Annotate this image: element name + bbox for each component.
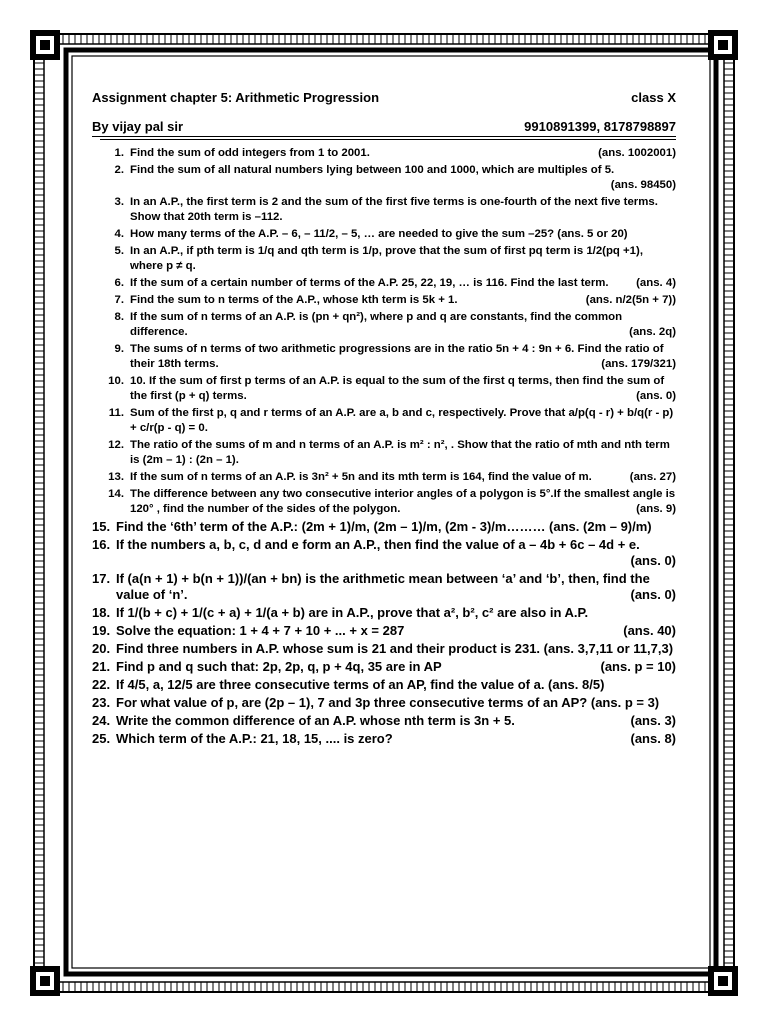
answer: (ans. 4)	[636, 277, 676, 289]
question-item: 19. Solve the equation: 1 + 4 + 7 + 10 + ... + x = 287 (ans. 40)	[92, 623, 676, 638]
question-text: The sums of n terms of two arithmetic progressions are in the ratio 5n + 4 : 9n + 6. Find the ratio of their 18th terms.	[130, 343, 664, 370]
question-text: Find the sum of odd integers from 1 to 2001.	[130, 147, 370, 159]
question-text: The difference between any two consecutive interior angles of a polygon is 5°.If the smallest angle is 120° , find the number of the sides of the polygon.	[130, 488, 676, 515]
question-item: 3. In an A.P., the first term is 2 and the sum of the first five terms is one-fourth of the next five terms. Show that 20th term is –112.	[114, 196, 658, 223]
question-item: 24. Write the common difference of an A.P. whose nth term is 3n + 5. (ans. 3)	[92, 713, 676, 728]
question-item: 21. Find p and q such that: 2p, 2p, q, p + 4q, 35 are in AP (ans. p = 10)	[92, 659, 676, 674]
corner-ornament-tl	[30, 30, 60, 60]
answer: (ans. 40)	[623, 623, 676, 638]
answer: (ans. 0)	[636, 390, 676, 402]
question-item: 8. If the sum of n terms of an A.P. is (pn + qn²), where p and q are constants, find the common difference. (ans. 2q)	[114, 311, 676, 338]
question-text: Find the ‘6th’ term of the A.P.: (2m + 1)/m, (2m – 1)/m, (2m - 3)/m……… (ans. (2m – 9)/m)	[116, 519, 652, 534]
question-item: 25. Which term of the A.P.: 21, 18, 15, .... is zero? (ans. 8)	[92, 731, 676, 746]
question-item: 22. If 4/5, a, 12/5 are three consecutive terms of an AP, find the value of a. (ans. 8/5)	[92, 677, 605, 692]
author-name: By vijay pal sir	[92, 119, 184, 134]
title-row	[92, 90, 676, 105]
question-text: If the sum of n terms of an A.P. is 3n² + 5n and its mth term is 164, find the value of m.	[130, 471, 592, 483]
question-item: 23. For what value of p, are (2p – 1), 7 and 3p three consecutive terms of an AP? (ans. p = 3)	[92, 695, 660, 710]
question-text: Find p and q such that: 2p, 2p, q, p + 4q, 35 are in AP	[116, 659, 442, 674]
answer: (ans. 0)	[630, 553, 676, 568]
corner-ornament-tr	[708, 30, 738, 60]
assignment-title: Assignment chapter 5: Arithmetic Progression	[92, 90, 380, 105]
question-item: 2. Find the sum of all natural numbers lying between 100 and 1000, which are multiples of 5. (ans. 98450)	[114, 164, 676, 191]
corner-ornament-bl	[30, 966, 60, 996]
question-item: 13. If the sum of n terms of an A.P. is 3n² + 5n and its mth term is 164, find the value of m. (ans. 27)	[108, 471, 676, 483]
question-item: 4. How many terms of the A.P. – 6, – 11/2, – 5, … are needed to give the sum –25? (ans. 5 or 20)	[114, 228, 628, 240]
answer: (ans. p = 10)	[600, 659, 676, 674]
corner-ornament-br	[708, 966, 738, 996]
question-text: Write the common difference of an A.P. whose nth term is 3n + 5.	[116, 713, 515, 728]
question-text: If the sum of a certain number of terms of the A.P. 25, 22, 19, … is 116. Find the last term.	[130, 277, 609, 289]
answer: (ans. n/2(5n + 7))	[585, 294, 676, 306]
question-item: 10. 10. If the sum of first p terms of an A.P. is equal to the sum of the first q terms, then find the sum of the first (p + q) terms. (ans. 0)	[108, 375, 676, 402]
question-text: If the numbers a, b, c, d and e form an A.P., then find the value of a – 4b + 6c – 4d + e.	[116, 537, 640, 552]
answer: (ans. 98450)	[610, 179, 676, 191]
question-text: The ratio of the sums of m and n terms of an A.P. is m² : n², . Show that the ratio of mth and nth term is (2m – 1) : (2n – 1).	[130, 439, 670, 466]
question-text: Solve the equation: 1 + 4 + 7 + 10 + ... + x = 287	[116, 623, 405, 638]
question-item: 11. Sum of the first p, q and r terms of an A.P. are a, b and c, respectively. Prove that a/p(q - r) + b/q(r - p) + c/r(p - q) = 0.	[108, 407, 674, 434]
answer: (ans. 8)	[630, 731, 676, 746]
answer: (ans. 27)	[629, 471, 676, 483]
question-text: In an A.P., if pth term is 1/q and qth term is 1/p, prove that the sum of first pq term is 1/2(pq +1), where p ≠ q.	[130, 245, 643, 272]
answer: (ans. 179/321)	[601, 358, 676, 370]
question-item: 6. If the sum of a certain number of terms of the A.P. 25, 22, 19, … is 116. Find the last term. (ans. 4)	[114, 277, 676, 289]
question-text: 10. If the sum of first p terms of an A.P. is equal to the sum of the first q terms, then find the sum of the first (p + q) terms.	[130, 375, 665, 402]
author-row	[92, 119, 676, 137]
assignment-content	[92, 90, 676, 749]
question-text: Find the sum of all natural numbers lying between 100 and 1000, which are multiples of 5.	[130, 164, 615, 176]
answer: (ans. 0)	[630, 587, 676, 602]
question-item: 15. Find the ‘6th’ term of the A.P.: (2m + 1)/m, (2m – 1)/m, (2m - 3)/m……… (ans. (2m – 9)/m)	[92, 519, 652, 534]
question-item: 12. The ratio of the sums of m and n terms of an A.P. is m² : n², . Show that the ratio of mth and nth term is (2m – 1) : (2n – 1).	[108, 439, 670, 466]
class-label: class X	[631, 90, 676, 105]
answer: (ans. 2q)	[629, 326, 676, 338]
question-item: 14. The difference between any two consecutive interior angles of a polygon is 5°.If the smallest angle is 120° , find the number of the sides of the polygon. (ans. 9)	[108, 488, 676, 515]
question-item: 7. Find the sum to n terms of the A.P., whose kth term is 5k + 1. (ans. n/2(5n + 7))	[114, 294, 676, 306]
question-text: In an A.P., the first term is 2 and the sum of the first five terms is one-fourth of the next five terms. Show that 20th term is –112.	[130, 196, 658, 223]
question-item: 20. Find three numbers in A.P. whose sum is 21 and their product is 231. (ans. 3,7,11 or 11,7,3)	[92, 641, 674, 656]
question-text: If the sum of n terms of an A.P. is (pn + qn²), where p and q are constants, find the common difference.	[130, 311, 623, 338]
question-text: Sum of the first p, q and r terms of an A.P. are a, b and c, respectively. Prove that a/p(q - r) + b/q(r - p) + c/r(p - q) = 0.	[130, 407, 674, 434]
answer: (ans. 3)	[630, 713, 676, 728]
question-item: 17. If (a(n + 1) + b(n + 1))/(an + bn) is the arithmetic mean between ‘a’ and ‘b’, then, find the value of ‘n’. (ans. 0)	[92, 571, 676, 602]
header-divider	[100, 139, 676, 140]
question-text: Which term of the A.P.: 21, 18, 15, .... is zero?	[116, 731, 393, 746]
question-item: 9. The sums of n terms of two arithmetic progressions are in the ratio 5n + 4 : 9n + 6. Find the ratio of their 18th terms. (ans. 179/321)	[114, 343, 676, 370]
question-text: For what value of p, are (2p – 1), 7 and 3p three consecutive terms of an AP? (ans. p = 3)	[116, 695, 660, 710]
question-item: 5. In an A.P., if pth term is 1/q and qth term is 1/p, prove that the sum of first pq term is 1/2(pq +1), where p ≠ q.	[114, 245, 643, 272]
question-item: 18. If 1/(b + c) + 1/(c + a) + 1/(a + b) are in A.P., prove that a², b², c² are also in A.P.	[92, 605, 589, 620]
answer: (ans. 9)	[636, 503, 676, 515]
question-text: If (a(n + 1) + b(n + 1))/(an + bn) is the arithmetic mean between ‘a’ and ‘b’, then, find the value of ‘n’.	[116, 571, 650, 602]
question-text: How many terms of the A.P. – 6, – 11/2, – 5, … are needed to give the sum –25? (ans. 5 or 20)	[130, 228, 628, 240]
question-item: 16. If the numbers a, b, c, d and e form an A.P., then find the value of a – 4b + 6c – 4d + e. (ans. 0)	[92, 537, 676, 568]
question-text: Find three numbers in A.P. whose sum is 21 and their product is 231. (ans. 3,7,11 or 11,7,3)	[116, 641, 674, 656]
question-list	[92, 146, 676, 747]
question-text: Find the sum to n terms of the A.P., whose kth term is 5k + 1.	[130, 294, 458, 306]
question-item: 1. Find the sum of odd integers from 1 to 2001. (ans. 1002001)	[114, 147, 676, 159]
answer: (ans. 1002001)	[598, 147, 676, 159]
question-text: If 1/(b + c) + 1/(c + a) + 1/(a + b) are in A.P., prove that a², b², c² are also in A.P.	[116, 605, 589, 620]
question-text: If 4/5, a, 12/5 are three consecutive terms of an AP, find the value of a. (ans. 8/5)	[116, 677, 605, 692]
phone-numbers: 9910891399, 8178798897	[524, 119, 676, 134]
